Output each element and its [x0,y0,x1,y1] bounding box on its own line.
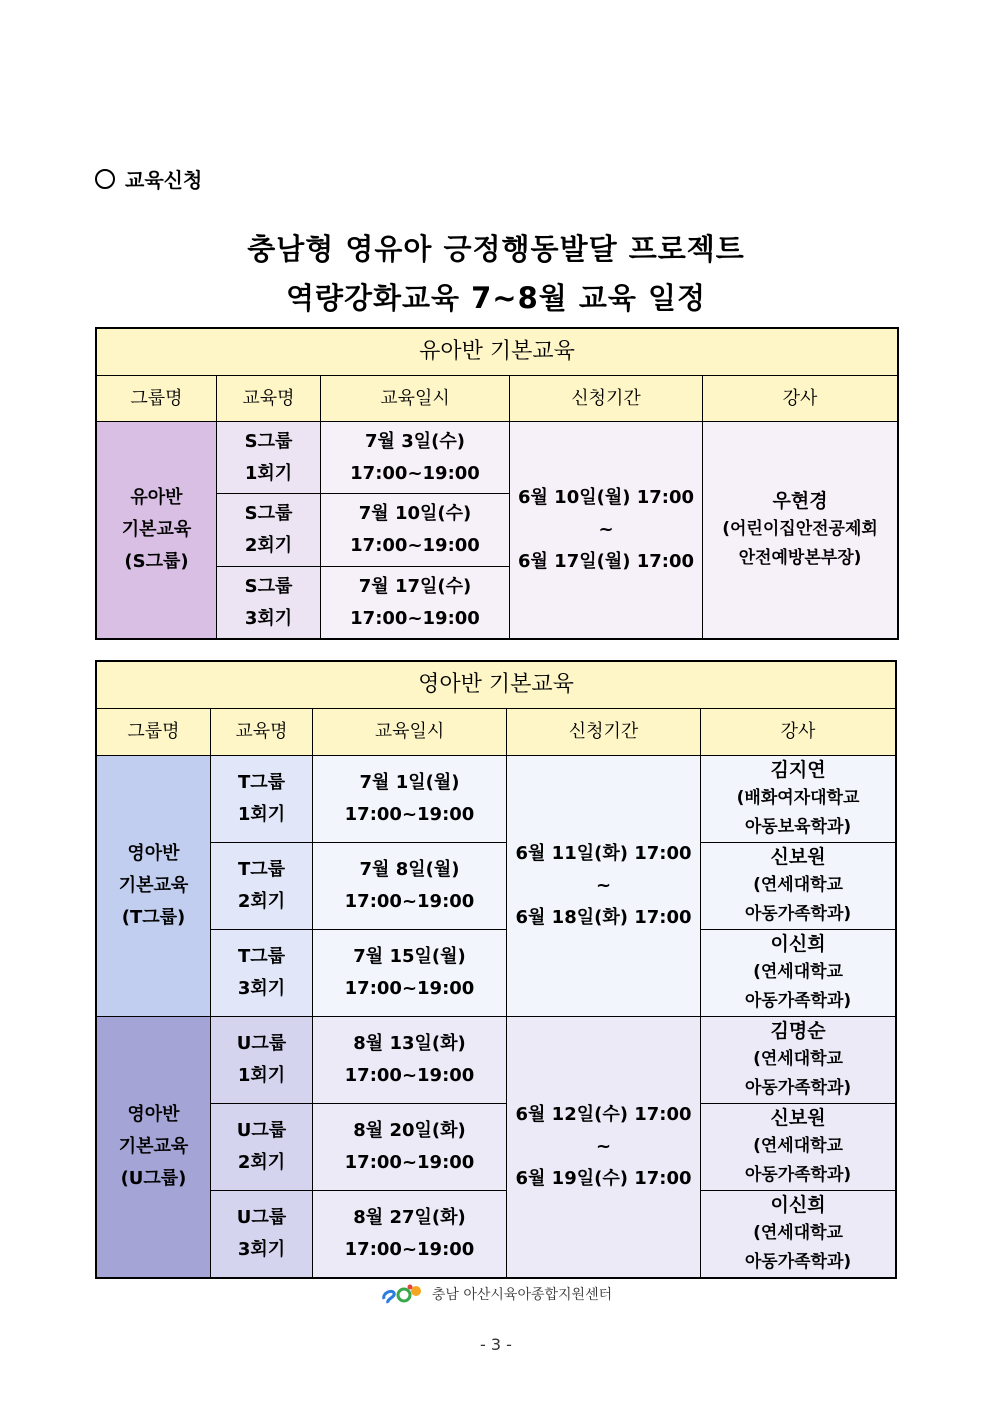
application-period-cell: 6월 12일(수) 17:00 ~ 6월 19일(수) 17:00 [507,1017,701,1278]
application-period-cell: 6월 11일(화) 17:00 ~ 6월 18일(화) 17:00 [507,756,701,1017]
instructor-cell: 김명순 (연세대학교 아동가족학과) [701,1017,896,1104]
instructor-cell: 김지연 (배화여자대학교 아동보육학과) [701,756,896,843]
session-name-cell: U그룹 3회기 [211,1191,313,1278]
session-name-cell: T그룹 1회기 [211,756,313,843]
session-date-cell: 7월 10일(수) 17:00~19:00 [321,494,510,567]
session-name-cell: U그룹 2회기 [211,1104,313,1191]
table-title: 영아반 기본교육 [97,662,896,709]
session-name-cell: S그룹 2회기 [217,494,321,567]
instructor-cell: 우현경 (어린이집안전공제회 안전예방본부장) [703,422,898,639]
column-header: 신청기간 [510,376,703,422]
footer-org-name: 충남 아산시육아종합지원센터 [431,1287,613,1303]
toddler-schedule-table [96,661,896,1278]
column-header: 교육일시 [313,709,507,756]
session-name-cell: T그룹 2회기 [211,843,313,930]
session-date-cell: 8월 13일(화) 17:00~19:00 [313,1017,507,1104]
circle-bullet-icon [95,169,115,189]
session-date-cell: 8월 27일(화) 17:00~19:00 [313,1191,507,1278]
group-cell: 영아반 기본교육 (U그룹) [97,1017,211,1278]
section-heading [95,164,202,193]
session-date-cell: 7월 15일(월) 17:00~19:00 [313,930,507,1017]
page-number: - 3 - [480,1335,512,1354]
section-heading-label: 교육신청 [125,168,203,192]
column-header: 강사 [703,376,898,422]
session-date-cell: 7월 8일(월) 17:00~19:00 [313,843,507,930]
instructor-cell: 이신희 (연세대학교 아동가족학과) [701,930,896,1017]
center-logo-icon [380,1283,426,1305]
footer [0,1283,992,1305]
group-cell: 유아반 기본교육 (S그룹) [97,422,217,639]
page-title-line2: 역량강화교육 7~8월 교육 일정 [285,281,707,315]
session-date-cell: 7월 17일(수) 17:00~19:00 [321,567,510,639]
infant-schedule-table [96,328,898,639]
session-name-cell: U그룹 1회기 [211,1017,313,1104]
session-name-cell: S그룹 3회기 [217,567,321,639]
session-name-cell: T그룹 3회기 [211,930,313,1017]
instructor-cell: 신보원 (연세대학교 아동가족학과) [701,1104,896,1191]
instructor-cell: 이신희 (연세대학교 아동가족학과) [701,1191,896,1278]
column-header: 교육일시 [321,376,510,422]
session-date-cell: 7월 3일(수) 17:00~19:00 [321,422,510,494]
instructor-cell: 신보원 (연세대학교 아동가족학과) [701,843,896,930]
session-date-cell: 7월 1일(월) 17:00~19:00 [313,756,507,843]
group-cell: 영아반 기본교육 (T그룹) [97,756,211,1017]
column-header: 그룹명 [97,376,217,422]
column-header: 강사 [701,709,896,756]
column-header: 신청기간 [507,709,701,756]
session-date-cell: 8월 20일(화) 17:00~19:00 [313,1104,507,1191]
application-period-cell: 6월 10일(월) 17:00 ~ 6월 17일(월) 17:00 [510,422,703,639]
page-title-line1: 충남형 영유아 긍정행동발달 프로젝트 [247,232,745,266]
table-title: 유아반 기본교육 [97,329,898,376]
column-header: 그룹명 [97,709,211,756]
column-header: 교육명 [217,376,321,422]
session-name-cell: S그룹 1회기 [217,422,321,494]
column-header: 교육명 [211,709,313,756]
